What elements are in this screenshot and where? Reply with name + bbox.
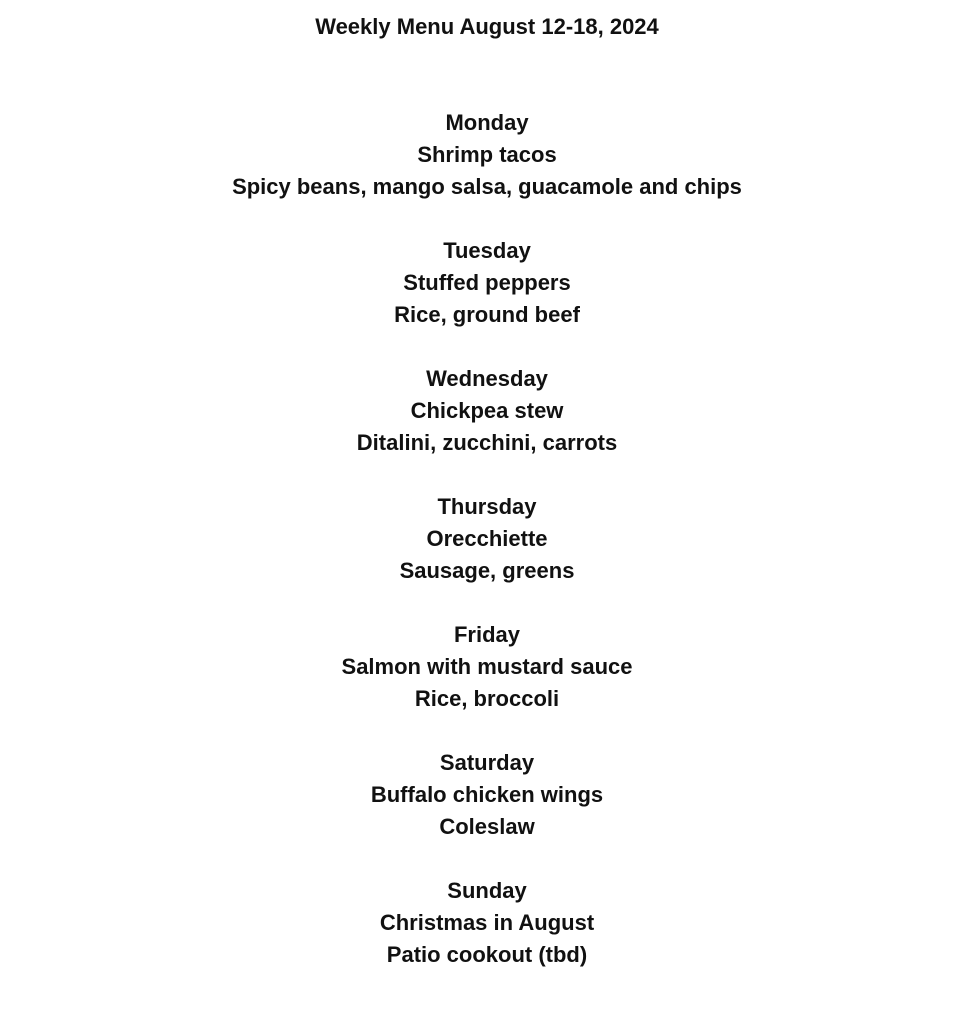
day-name: Thursday [437,494,537,519]
day-saturday [0,747,974,843]
menu-list [0,107,974,1003]
day-wednesday [0,363,974,459]
day-friday [0,619,974,715]
side-dishes: Rice, ground beef [394,302,580,327]
day-name: Saturday [439,750,535,775]
main-dish: Stuffed peppers [403,270,571,295]
day-name: Friday [453,622,521,647]
main-dish: Christmas in August [379,910,595,935]
day-name: Wednesday [426,366,548,391]
page-title: Weekly Menu August 12-18, 2024 [315,14,659,39]
main-dish: Shrimp tacos [417,142,557,167]
day-name: Tuesday [443,238,531,263]
day-tuesday [0,235,974,331]
day-name: Sunday [447,878,527,903]
main-dish: Orecchiette [426,526,548,551]
side-dishes: Ditalini, zucchini, carrots [356,430,618,455]
day-thursday [0,491,974,587]
main-dish: Chickpea stew [410,398,564,423]
day-name: Monday [445,110,529,135]
side-dishes: Rice, broccoli [414,686,560,711]
day-monday [0,107,974,203]
side-dishes: Spicy beans, mango salsa, guacamole and chips [232,174,742,199]
main-dish: Salmon with mustard sauce [341,654,633,679]
day-sunday [0,875,974,971]
side-dishes: Coleslaw [439,814,535,839]
side-dishes: Sausage, greens [399,558,575,583]
main-dish: Buffalo chicken wings [370,782,604,807]
side-dishes: Patio cookout (tbd) [386,942,588,967]
